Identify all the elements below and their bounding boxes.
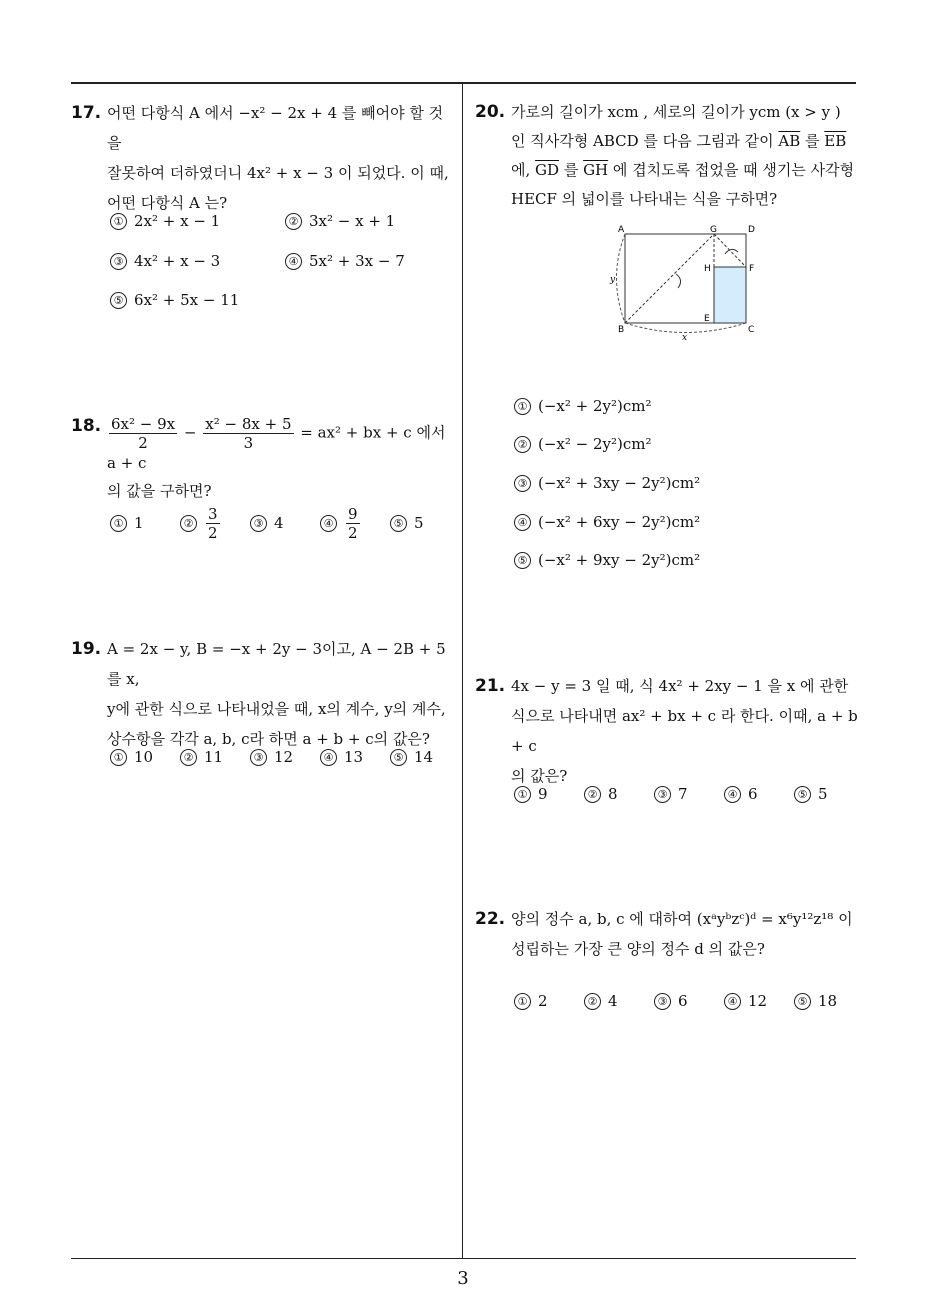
choice-mark: ④ bbox=[724, 993, 741, 1010]
choice-19-3[interactable] bbox=[250, 748, 293, 766]
fraction: $\frac{\text{6x² − 9x}}{2}$ bbox=[111, 415, 176, 452]
choice-text: 5 bbox=[818, 785, 828, 803]
choice-17-1[interactable] bbox=[110, 212, 220, 230]
segment-gh: $\overline{GH}$ bbox=[583, 161, 609, 179]
choice-text: (−x² − 2y²)cm² bbox=[538, 435, 652, 453]
problem-stem bbox=[511, 671, 860, 791]
choice-mark: ⑤ bbox=[390, 515, 407, 532]
choice-mark: ① bbox=[110, 515, 127, 532]
choice-text: 2 bbox=[538, 992, 548, 1010]
choice-text: 5 bbox=[414, 514, 424, 532]
choice-20-5[interactable] bbox=[514, 551, 700, 569]
choice-text: 3x² − x + 1 bbox=[309, 212, 396, 230]
label-c: C bbox=[748, 325, 755, 335]
choice-mark: ③ bbox=[250, 515, 267, 532]
choice-mark: ② bbox=[180, 515, 197, 532]
choice-18-3[interactable] bbox=[250, 514, 284, 532]
choice-mark: ⑤ bbox=[110, 292, 127, 309]
shaded-rectangle-hecf bbox=[714, 267, 746, 323]
fraction: $\frac{9}{2}$ bbox=[348, 505, 358, 542]
choice-text: 13 bbox=[344, 748, 364, 766]
choice-22-1[interactable] bbox=[514, 992, 548, 1010]
problem-17 bbox=[71, 98, 456, 218]
choice-mark: ③ bbox=[654, 993, 671, 1010]
choice-mark: ⑤ bbox=[794, 786, 811, 803]
stem-line: y에 관한 식으로 나타내었을 때, x의 계수, y의 계수, bbox=[107, 700, 446, 718]
segment-gd: $\overline{GD}$ bbox=[535, 161, 560, 179]
choice-19-5[interactable] bbox=[390, 748, 433, 766]
folded-rectangle-figure bbox=[608, 220, 768, 349]
choice-text: 14 bbox=[414, 748, 434, 766]
stem-line: 상수항을 각각 a, b, c라 하면 a + b + c의 값은? bbox=[107, 730, 430, 748]
label-d: D bbox=[748, 225, 755, 235]
problem-stem: $\frac{\text{6x² − 9x}}{2}$ − $\frac{\text{x² − 8x + 5}}{3}$ = ax² + bx + c 에서 a + c 의 값을 구하면? bbox=[107, 415, 456, 502]
fold-line-bg bbox=[625, 234, 714, 323]
choice-19-2[interactable] bbox=[180, 748, 223, 766]
label-g: G bbox=[710, 225, 717, 235]
choice-text: 6 bbox=[678, 992, 688, 1010]
problem-21 bbox=[475, 671, 860, 791]
choice-17-3[interactable] bbox=[110, 252, 220, 270]
choice-text: 6 bbox=[748, 785, 758, 803]
stem-line: 어떤 다항식 A 는? bbox=[107, 194, 228, 212]
choice-17-4[interactable] bbox=[285, 252, 405, 270]
choice-text: 12 bbox=[274, 748, 294, 766]
problem-number: 18. bbox=[71, 416, 102, 436]
choice-text: 18 bbox=[818, 992, 838, 1010]
problem-number: 19. bbox=[71, 639, 102, 659]
choice-mark: ③ bbox=[110, 253, 127, 270]
figure-svg bbox=[608, 220, 768, 345]
choice-mark: ② bbox=[285, 213, 302, 230]
choice-22-2[interactable] bbox=[584, 992, 618, 1010]
label-f: F bbox=[749, 264, 755, 274]
column-divider bbox=[462, 82, 463, 1259]
choice-text: (−x² + 2y²)cm² bbox=[538, 397, 652, 415]
label-e: E bbox=[704, 314, 710, 324]
choice-mark: ② bbox=[514, 436, 531, 453]
problem-stem bbox=[107, 634, 456, 754]
problem-number: 22. bbox=[475, 909, 506, 929]
choice-18-1[interactable] bbox=[110, 514, 144, 532]
choice-mark: ① bbox=[514, 786, 531, 803]
brace-x bbox=[625, 323, 746, 333]
choice-text: 4 bbox=[608, 992, 618, 1010]
choice-17-2[interactable] bbox=[285, 212, 395, 230]
stem-line: 양의 정수 a, b, c 에 대하여 (xᵃyᵇzᶜ)ᵈ = x⁶y¹²z¹⁸ 이 bbox=[511, 910, 853, 928]
choice-mark: ④ bbox=[514, 514, 531, 531]
segment-ab: $\overline{AB}$ bbox=[778, 132, 801, 150]
problem-number: 17. bbox=[71, 103, 102, 123]
choice-mark: ⑤ bbox=[794, 993, 811, 1010]
choice-text: 5x² + 3x − 7 bbox=[309, 252, 405, 270]
choice-text: 4x² + x − 3 bbox=[134, 252, 221, 270]
choice-text: 7 bbox=[678, 785, 688, 803]
stem-line: 성립하는 가장 큰 양의 정수 d 의 값은? bbox=[511, 940, 765, 958]
choice-18-2[interactable] bbox=[180, 505, 222, 542]
stem-line: 식으로 나타내면 ax² + bx + c 라 한다. 이때, a + b + c bbox=[511, 707, 858, 755]
stem-line: 잘못하여 더하였더니 4x² + x − 3 이 되었다. 이 때, bbox=[107, 164, 449, 182]
choice-mark: ① bbox=[514, 993, 531, 1010]
label-h: H bbox=[704, 264, 711, 274]
choice-19-1[interactable] bbox=[110, 748, 153, 766]
top-rule bbox=[71, 82, 856, 84]
bottom-rule bbox=[71, 1258, 856, 1259]
label-x: x bbox=[682, 333, 688, 343]
choice-mark: ① bbox=[110, 213, 127, 230]
choice-mark: ⑤ bbox=[390, 749, 407, 766]
problem-number: 20. bbox=[475, 102, 506, 122]
problem-22 bbox=[475, 904, 860, 964]
choice-text: 11 bbox=[204, 748, 224, 766]
angle-mark-b bbox=[676, 274, 681, 288]
choice-text: 9 bbox=[538, 785, 548, 803]
problem-stem bbox=[511, 98, 860, 214]
fold-line-gf bbox=[714, 234, 746, 267]
choice-21-4[interactable] bbox=[724, 785, 758, 803]
stem-line: 의 값을 구하면? bbox=[107, 482, 212, 500]
label-y: y bbox=[610, 275, 616, 285]
choice-mark: ① bbox=[514, 398, 531, 415]
choice-mark: ③ bbox=[654, 786, 671, 803]
choice-22-5[interactable] bbox=[794, 992, 837, 1010]
angle-mark-g bbox=[725, 249, 738, 254]
choice-mark: ② bbox=[584, 993, 601, 1010]
choice-18-5[interactable] bbox=[390, 514, 424, 532]
fraction: $\frac{\text{x² − 8x + 5}}{3}$ bbox=[205, 415, 292, 452]
choice-mark: ③ bbox=[250, 749, 267, 766]
brace-y bbox=[617, 234, 626, 323]
choice-text: 10 bbox=[134, 748, 154, 766]
stem-line: HECF 의 넓이를 나타내는 식을 구하면? bbox=[511, 190, 778, 208]
label-b: B bbox=[618, 325, 625, 335]
choice-mark: ④ bbox=[724, 786, 741, 803]
choice-17-5[interactable] bbox=[110, 291, 239, 309]
choice-20-4[interactable] bbox=[514, 513, 700, 531]
choice-22-3[interactable] bbox=[654, 992, 688, 1010]
choice-text: 2x² + x − 1 bbox=[134, 212, 221, 230]
problem-stem bbox=[511, 904, 860, 964]
stem-line: 4x − y = 3 일 때, 식 4x² + 2xy − 1 을 x 에 관한 bbox=[511, 677, 849, 695]
page-number: 3 bbox=[457, 1268, 469, 1289]
stem-line: A = 2x − y, B = −x + 2y − 3이고, A − 2B + 5를 x, bbox=[107, 640, 446, 688]
choice-text: (−x² + 9xy − 2y²)cm² bbox=[538, 551, 701, 569]
choice-18-4[interactable] bbox=[320, 505, 362, 542]
choice-21-1[interactable] bbox=[514, 785, 548, 803]
choice-mark: ④ bbox=[320, 749, 337, 766]
choice-mark: ② bbox=[180, 749, 197, 766]
choice-20-3[interactable] bbox=[514, 474, 700, 492]
problem-number: 21. bbox=[475, 676, 506, 696]
choice-text: (−x² + 3xy − 2y²)cm² bbox=[538, 474, 701, 492]
problem-20 bbox=[475, 98, 860, 214]
choice-mark: ④ bbox=[320, 515, 337, 532]
segment-eb: $\overline{EB}$ bbox=[824, 132, 847, 150]
choice-text: 6x² + 5x − 11 bbox=[134, 291, 240, 309]
choice-text: (−x² + 6xy − 2y²)cm² bbox=[538, 513, 701, 531]
stem-line: 어떤 다항식 A 에서 −x² − 2x + 4 를 빼어야 할 것을 bbox=[107, 104, 444, 152]
choice-21-2[interactable] bbox=[584, 785, 618, 803]
choice-mark: ③ bbox=[514, 475, 531, 492]
choice-20-2[interactable] bbox=[514, 435, 652, 453]
choice-text: 4 bbox=[274, 514, 284, 532]
choice-19-4[interactable] bbox=[320, 748, 363, 766]
problem-19 bbox=[71, 634, 456, 754]
stem-line: 인 직사각형 ABCD 를 다음 그림과 같이 $\overline{AB}$ 를 $\overline{EB}$ bbox=[511, 132, 847, 150]
choice-21-3[interactable] bbox=[654, 785, 688, 803]
stem-line: 의 값은? bbox=[511, 767, 568, 785]
choice-mark: ① bbox=[110, 749, 127, 766]
label-a: A bbox=[618, 225, 625, 235]
choice-text: 8 bbox=[608, 785, 618, 803]
choice-22-4[interactable] bbox=[724, 992, 767, 1010]
choice-mark: ⑤ bbox=[514, 552, 531, 569]
choice-mark: ② bbox=[584, 786, 601, 803]
choice-mark: ④ bbox=[285, 253, 302, 270]
fraction: $\frac{3}{2}$ bbox=[208, 505, 218, 542]
problem-stem bbox=[107, 98, 456, 218]
problem-18 bbox=[71, 415, 456, 502]
stem-line: 에, $\overline{GD}$ 를 $\overline{GH}$ 에 겹치도록 접었을 때 생기는 사각형 bbox=[511, 161, 855, 179]
choice-21-5[interactable] bbox=[794, 785, 828, 803]
choice-20-1[interactable] bbox=[514, 397, 652, 415]
choice-text: 1 bbox=[134, 514, 144, 532]
choice-text: 12 bbox=[748, 992, 768, 1010]
stem-line: 가로의 길이가 xcm , 세로의 길이가 ycm (x > y ) bbox=[511, 103, 841, 121]
